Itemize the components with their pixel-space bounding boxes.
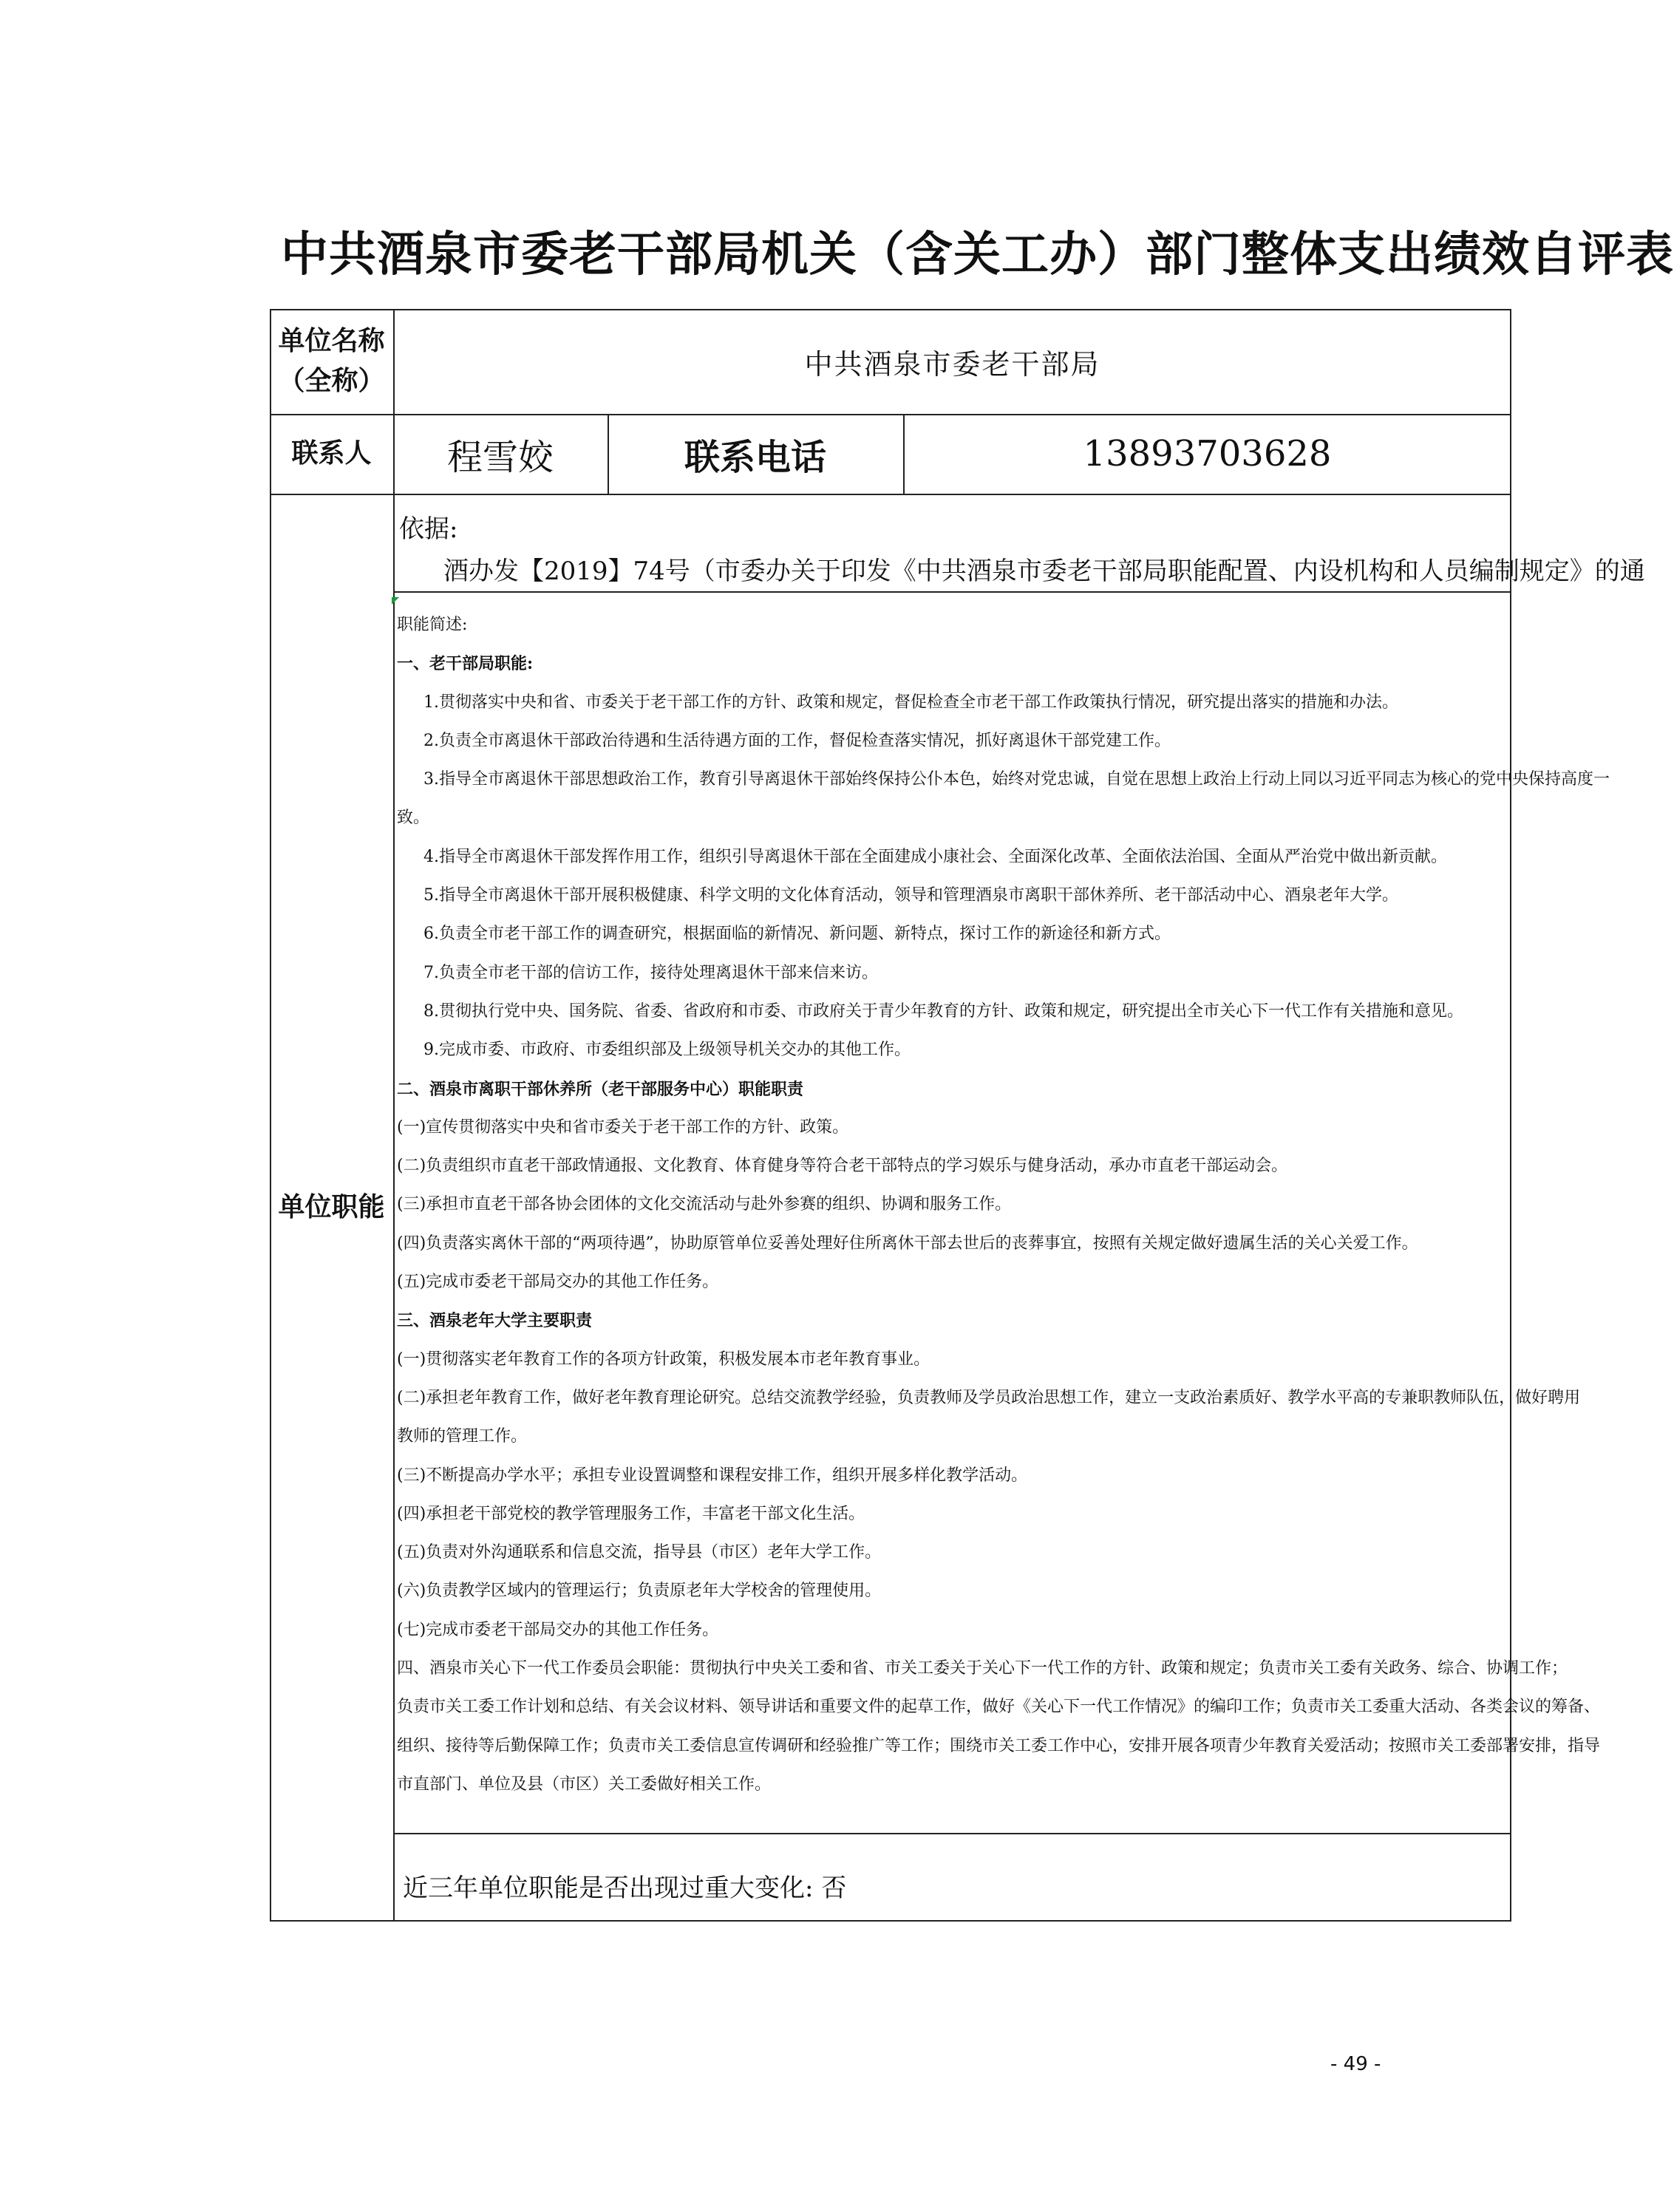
duty-line: 职能简述: xyxy=(397,616,468,634)
unit-name-value: 中共酒泉市委老干部局 xyxy=(804,347,1100,381)
row-divider xyxy=(270,494,1511,495)
duty-line: 1.贯彻落实中央和省、市委关于老干部工作的方针、政策和规定，督促检查全市老干部工作政策执行情况，研究提出落实的措施和办法。 xyxy=(423,692,1398,712)
unit-name-label-line2: （全称） xyxy=(278,366,385,396)
contact-label: 联系人 xyxy=(291,438,372,469)
phone-number: 13893703628 xyxy=(1083,433,1332,474)
duty-line: (三)不断提高办学水平；承担专业设置调整和课程安排工作，组织开展多样化教学活动。 xyxy=(397,1466,1028,1485)
duties-label: 单位职能 xyxy=(278,1192,385,1222)
document-title: 中共酒泉市委老干部局机关（含关工办）部门整体支出绩效自评表 xyxy=(281,228,1674,282)
duty-line: 5.指导全市离退休干部开展积极健康、科学文明的文化体育活动，领导和管理酒泉市离职干部休养所、老干部活动中心、酒泉老年大学。 xyxy=(423,886,1398,905)
duty-line: 组织、接待等后勤保障工作；负责市关工委信息宣传调研和经验推广等工作；围绕市关工委工作中心，安排开展各项青少年教育关爱活动；按照市关工委部署安排，指导 xyxy=(397,1736,1601,1755)
duty-line: 负责市关工委工作计划和总结、有关会议材料、领导讲话和重要文件的起草工作，做好《关心下一代工作情况》的编印工作；负责市关工委重大活动、各类会议的筹备、 xyxy=(397,1698,1601,1717)
basis-text: 酒办发【2019】74号（市委办关于印发《中共酒泉市委老干部局职能配置、内设机构和人员编制规定》的通 xyxy=(443,557,1645,586)
duty-line: 4.指导全市离退休干部发挥作用工作，组织引导离退休干部在全面建成小康社会、全面深化改革、全面依法治国、全面从严治党中做出新贡献。 xyxy=(423,847,1447,866)
page-number: - 49 - xyxy=(1330,2053,1381,2075)
duty-line: (一)宣传贯彻落实中央和省市委关于老干部工作的方针、政策。 xyxy=(397,1117,849,1137)
duty-line: 3.指导全市离退休干部思想政治工作，教育引导离退休干部始终保持公仆本色，始终对党忠诚，自觉在思想上政治上行动上同以习近平同志为核心的党中央保持高度一 xyxy=(423,770,1610,789)
row-divider xyxy=(393,591,1511,593)
duty-line: 四、酒泉市关心下一代工作委员会职能：贯彻执行中央关工委和省、市关工委关于关心下一代工作的方针、政策和规定；负责市关工委有关政务、综合、协调工作； xyxy=(397,1659,1568,1678)
duty-line: (五)负责对外沟通联系和信息交流，指导县（市区）老年大学工作。 xyxy=(397,1543,882,1562)
row-divider xyxy=(393,1833,1511,1834)
duty-line: 9.完成市委、市政府、市委组织部及上级领导机关交办的其他工作。 xyxy=(423,1041,911,1060)
basis-heading: 依据: xyxy=(399,514,458,544)
duty-line: (二)负责组织市直老干部政情通报、文化教育、体育健身等符合老干部特点的学习娱乐与健身活动，承办市直老干部运动会。 xyxy=(397,1157,1288,1176)
function-change-question: 近三年单位职能是否出现过重大变化: 否 xyxy=(403,1874,847,1903)
duty-line: (三)承担市直老干部各协会团体的文化交流活动与赴外参赛的组织、协调和服务工作。 xyxy=(397,1195,1012,1214)
duties-description xyxy=(397,606,1610,1804)
unit-name-label-line1: 单位名称 xyxy=(278,326,385,356)
phone-label: 联系电话 xyxy=(684,436,826,478)
duty-line: 8.贯彻执行党中央、国务院、省委、省政府和市委、市政府关于青少年教育的方针、政策和规定，研究提出全市关心下一代工作有关措施和意见。 xyxy=(423,1001,1463,1021)
duty-line: 6.负责全市老干部工作的调查研究，根据面临的新情况、新问题、新特点，探讨工作的新途径和新方式。 xyxy=(423,925,1171,944)
duty-line: 致。 xyxy=(397,809,430,828)
duty-line: (四)负责落实离休干部的“两项待遇”，协助原管单位妥善处理好住所离休干部去世后的丧葬事宜，按照有关规定做好遗属生活的关心关爱工作。 xyxy=(397,1233,1418,1253)
duty-line: 教师的管理工作。 xyxy=(397,1427,528,1446)
duty-line: 二、酒泉市离职干部休养所（老干部服务中心）职能职责 xyxy=(397,1079,804,1099)
duty-line: (二)承担老年教育工作，做好老年教育理论研究。总结交流教学经验，负责教师及学员政治思想工作，建立一支政治素质好、教学水平高的专兼职教师队伍，做好聘用 xyxy=(397,1388,1581,1407)
unit-name-label xyxy=(270,309,393,414)
duty-line: (五)完成市委老干部局交办的其他工作任务。 xyxy=(397,1273,719,1292)
duty-line: 7.负责全市老干部的信访工作，接待处理离退休干部来信来访。 xyxy=(423,963,878,982)
duty-line: (六)负责教学区域内的管理运行；负责原老年大学校舍的管理使用。 xyxy=(397,1582,882,1601)
duty-line: 三、酒泉老年大学主要职责 xyxy=(397,1311,593,1331)
cell-comment-marker xyxy=(392,597,399,605)
duty-line: (七)完成市委老干部局交办的其他工作任务。 xyxy=(397,1620,719,1639)
duty-line: 2.负责全市离退休干部政治待遇和生活待遇方面的工作，督促检查落实情况，抓好离退休干部党建工作。 xyxy=(423,731,1171,750)
duty-line: 一、老干部局职能: xyxy=(397,654,534,674)
contact-name: 程雪姣 xyxy=(446,436,554,478)
duty-line: (一)贯彻落实老年教育工作的各项方针政策，积极发展本市老年教育事业。 xyxy=(397,1350,930,1369)
duty-line: (四)承担老干部党校的教学管理服务工作，丰富老干部文化生活。 xyxy=(397,1504,865,1523)
column-divider xyxy=(393,309,395,1922)
duty-line: 市直部门、单位及县（市区）关工委做好相关工作。 xyxy=(397,1774,772,1794)
